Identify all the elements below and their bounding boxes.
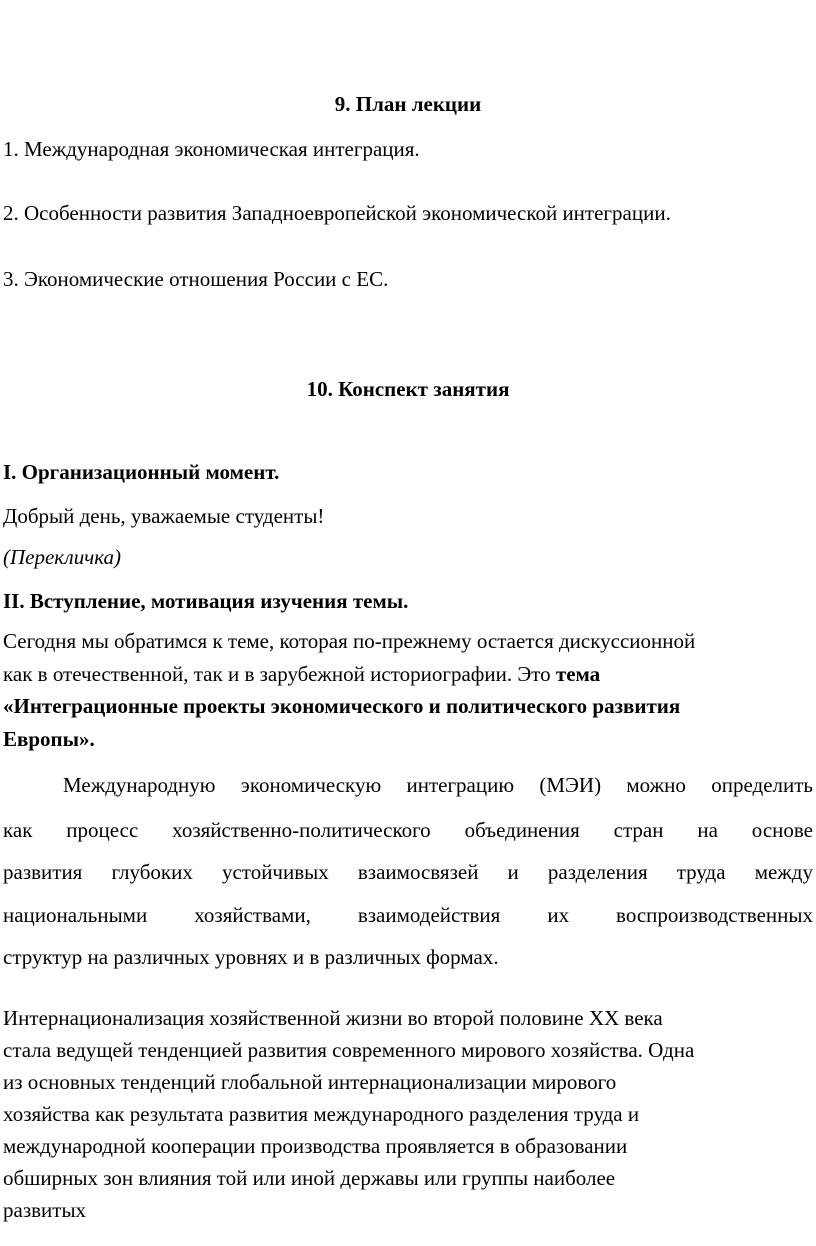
intl-line-2: стала ведущей тенденцией развития современного мирового хозяйства. Одна bbox=[3, 1038, 695, 1062]
intro-line-2 bbox=[3, 661, 600, 687]
section2-heading: II. Вступление, мотивация изучения темы. bbox=[3, 589, 409, 613]
plan-item-2: 2. Особенности развития Западноевропейской экономической интеграции. bbox=[3, 201, 671, 225]
summary-heading: 10. Конспект занятия bbox=[306, 377, 510, 401]
definition-line-4: национальными хозяйствами, взаимодействия их воспроизводственных bbox=[3, 903, 813, 927]
definition-line-3: развития глубоких устойчивых взаимосвязей и разделения труда между bbox=[3, 860, 813, 884]
greeting-text: Добрый день, уважаемые студенты! bbox=[3, 504, 325, 528]
intro-line-1: Сегодня мы обратимся к теме, которая по-прежнему остается дискуссионной bbox=[3, 629, 696, 653]
intl-line-6: обширных зон влияния той или иной державы или группы наиболее bbox=[3, 1166, 616, 1190]
intl-line-7: развитых bbox=[3, 1198, 87, 1222]
section1-heading: I. Организационный момент. bbox=[3, 460, 280, 484]
intro-line-4: Европы». bbox=[3, 727, 95, 751]
intro-line-3: «Интеграционные проекты экономического и политического развития bbox=[3, 694, 681, 718]
intl-line-4: хозяйства как результата развития международного разделения труда и bbox=[3, 1102, 640, 1126]
intro-line-2-bold: тема bbox=[555, 662, 601, 686]
intro-line-2-regular: как в отечественной, так и в зарубежной историографии. Это bbox=[3, 662, 556, 686]
intl-line-1: Интернационализация хозяйственной жизни во второй половине XX века bbox=[3, 1006, 663, 1030]
definition-line-5: структур на различных уровнях и в различных формах. bbox=[3, 945, 499, 969]
definition-line-2: как процесс хозяйственно-политического объединения стран на основе bbox=[3, 818, 813, 842]
intl-line-3: из основных тенденций глобальной интернационализации мирового bbox=[3, 1070, 617, 1094]
plan-heading: 9. План лекции bbox=[334, 92, 482, 116]
plan-item-3: 3. Экономические отношения России с ЕС. bbox=[3, 267, 389, 291]
definition-line-1: Международную экономическую интеграцию (МЭИ) можно определить bbox=[63, 773, 813, 797]
rollcall-note: (Перекличка) bbox=[3, 545, 122, 569]
intl-line-5: международной кооперации производства проявляется в образовании bbox=[3, 1134, 628, 1158]
plan-item-1: 1. Международная экономическая интеграция. bbox=[3, 137, 420, 161]
